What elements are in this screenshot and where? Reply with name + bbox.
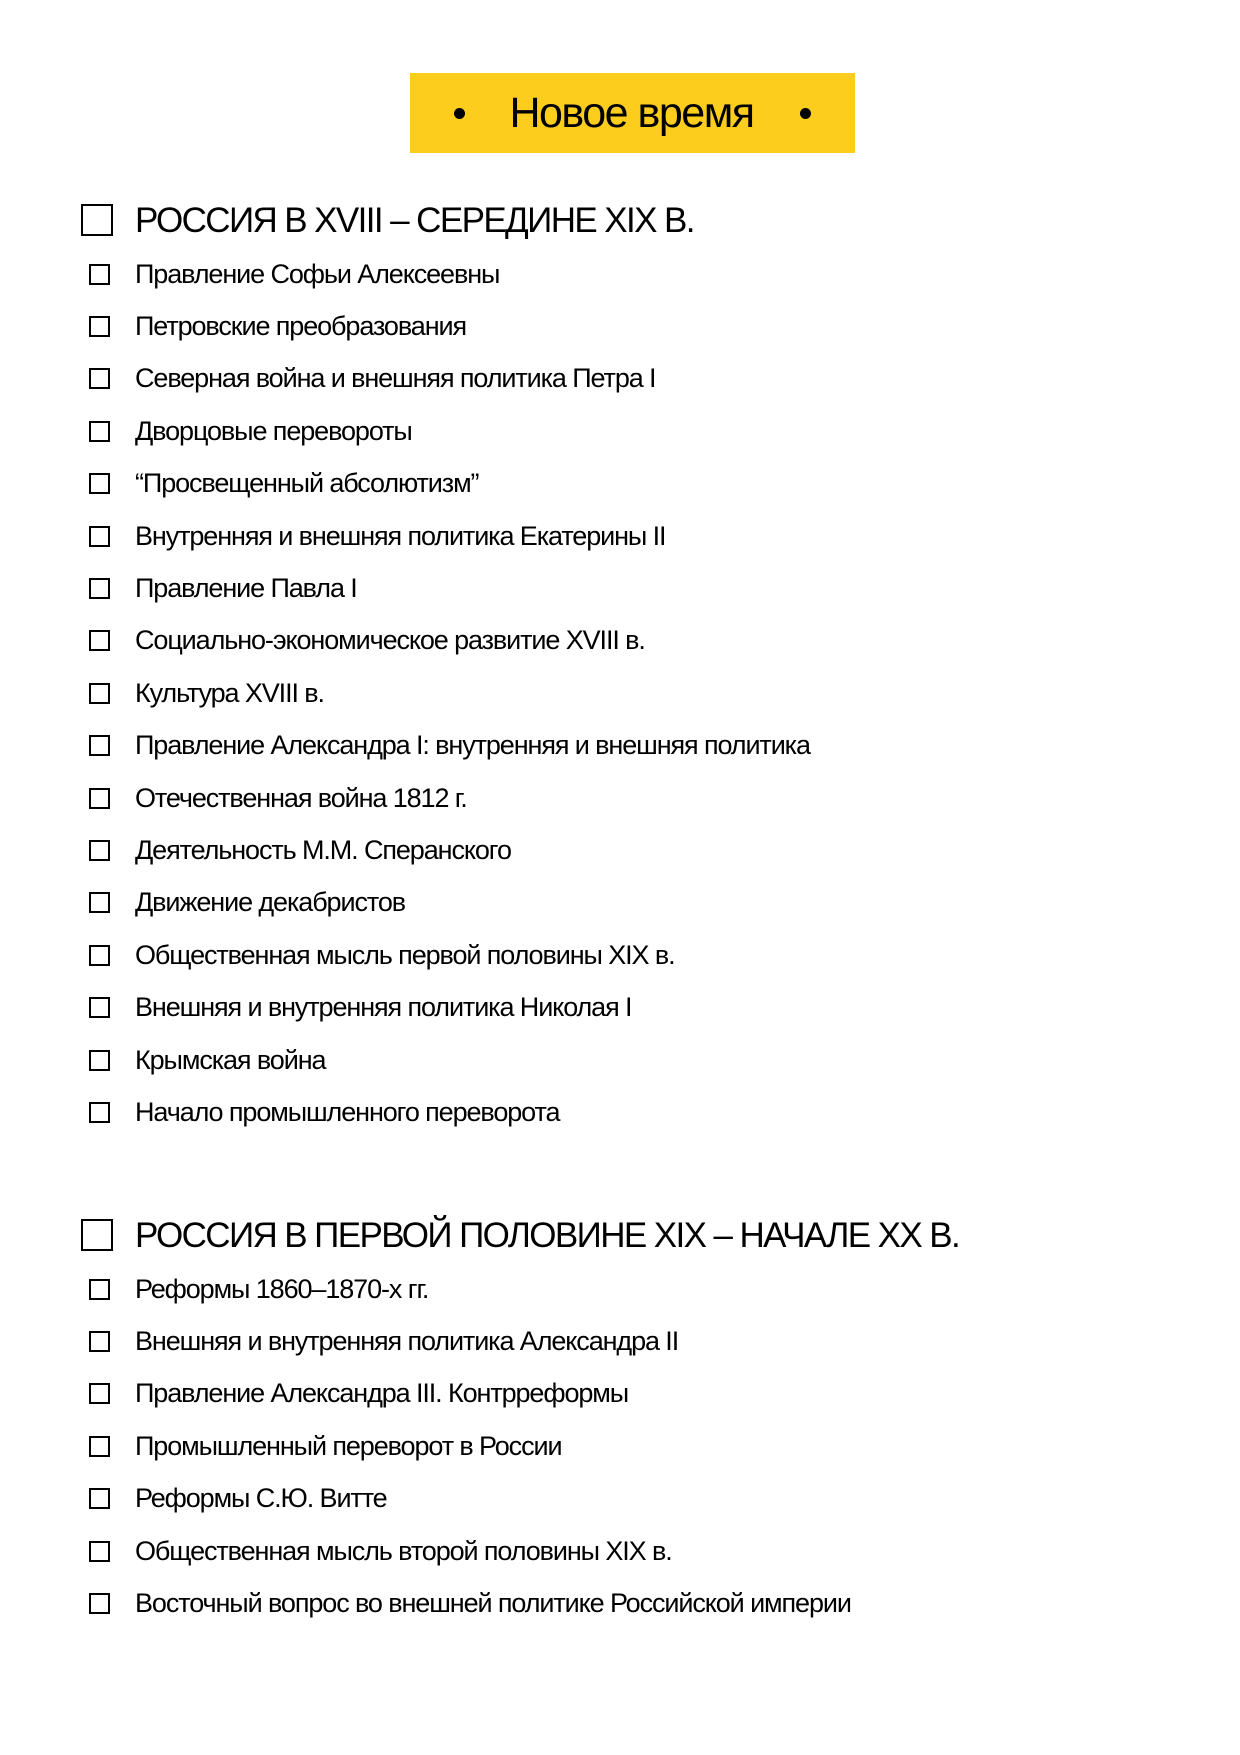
list-item[interactable] xyxy=(89,1473,851,1525)
checkbox[interactable] xyxy=(89,526,110,547)
bullet-left-icon xyxy=(454,108,465,119)
section-2-checklist xyxy=(89,1263,851,1630)
item-label: Правление Александра III. Контрреформы xyxy=(135,1378,629,1409)
item-label: Крымская война xyxy=(135,1044,326,1075)
checkbox[interactable] xyxy=(89,264,110,285)
page-title: Новое время xyxy=(509,88,754,137)
item-label: Общественная мысль первой половины XIX в. xyxy=(135,939,675,970)
list-item[interactable] xyxy=(89,562,810,614)
list-item[interactable] xyxy=(89,248,810,300)
list-item[interactable] xyxy=(89,929,810,981)
item-label: Правление Софьи Алексеевны xyxy=(135,258,500,289)
item-label: Социально-экономическое развитие XVIII в. xyxy=(135,625,645,656)
checkbox[interactable] xyxy=(89,473,110,494)
checkbox[interactable] xyxy=(89,997,110,1018)
item-label: Внешняя и внутренняя политика Александра II xyxy=(135,1326,679,1357)
item-label: Культура XVIII в. xyxy=(135,677,324,708)
item-label: Восточный вопрос во внешней политике Российской империи xyxy=(135,1588,851,1619)
checkbox[interactable] xyxy=(89,1050,110,1071)
checkbox[interactable] xyxy=(89,1488,110,1509)
checkbox[interactable] xyxy=(89,1541,110,1562)
list-item[interactable] xyxy=(89,458,810,510)
header-banner xyxy=(410,73,855,153)
checkbox[interactable] xyxy=(89,683,110,704)
checkbox[interactable] xyxy=(89,1593,110,1614)
section-title: РОССИЯ В XVIII – СЕРЕДИНЕ XIX В. xyxy=(135,200,694,240)
item-label: “Просвещенный абсолютизм” xyxy=(135,468,479,499)
checkbox[interactable] xyxy=(89,1102,110,1123)
section-checkbox[interactable] xyxy=(81,204,113,236)
list-item[interactable] xyxy=(89,824,810,876)
list-item[interactable] xyxy=(89,667,810,719)
checkbox[interactable] xyxy=(89,368,110,389)
list-item[interactable] xyxy=(89,1420,851,1472)
list-item[interactable] xyxy=(89,300,810,352)
checkbox[interactable] xyxy=(89,840,110,861)
item-label: Реформы 1860–1870-х гг. xyxy=(135,1273,429,1304)
list-item[interactable] xyxy=(89,1368,851,1420)
item-label: Движение декабристов xyxy=(135,887,405,918)
item-label: Деятельность М.М. Сперанского xyxy=(135,834,511,865)
item-label: Общественная мысль второй половины XIX в. xyxy=(135,1535,672,1566)
list-item[interactable] xyxy=(89,405,810,457)
item-label: Петровские преобразования xyxy=(135,311,467,342)
list-item[interactable] xyxy=(89,877,810,929)
list-item[interactable] xyxy=(89,353,810,405)
list-item[interactable] xyxy=(89,772,810,824)
list-item[interactable] xyxy=(89,720,810,772)
checkbox[interactable] xyxy=(89,630,110,651)
checkbox[interactable] xyxy=(89,1383,110,1404)
item-label: Промышленный переворот в России xyxy=(135,1430,562,1461)
section-1-header[interactable] xyxy=(81,198,694,242)
list-item[interactable] xyxy=(89,1577,851,1629)
item-label: Отечественная война 1812 г. xyxy=(135,782,467,813)
item-label: Внутренняя и внешняя политика Екатерины II xyxy=(135,520,666,551)
list-item[interactable] xyxy=(89,1034,810,1086)
checkbox[interactable] xyxy=(89,1331,110,1352)
list-item[interactable] xyxy=(89,1525,851,1577)
section-checkbox[interactable] xyxy=(81,1219,113,1251)
checkbox[interactable] xyxy=(89,1279,110,1300)
checkbox[interactable] xyxy=(89,578,110,599)
list-item[interactable] xyxy=(89,1315,851,1367)
checkbox[interactable] xyxy=(89,735,110,756)
item-label: Правление Павла I xyxy=(135,573,357,604)
item-label: Правление Александра I: внутренняя и внешняя политика xyxy=(135,730,810,761)
item-label: Начало промышленного переворота xyxy=(135,1096,560,1127)
checkbox[interactable] xyxy=(89,316,110,337)
section-2-header[interactable] xyxy=(81,1213,959,1257)
item-label: Дворцовые перевороты xyxy=(135,415,412,446)
section-title: РОССИЯ В ПЕРВОЙ ПОЛОВИНЕ XIX – НАЧАЛЕ XX В. xyxy=(135,1215,960,1255)
item-label: Реформы С.Ю. Витте xyxy=(135,1483,387,1514)
item-label: Северная война и внешняя политика Петра I xyxy=(135,363,656,394)
list-item[interactable] xyxy=(89,1086,810,1138)
checkbox[interactable] xyxy=(89,1436,110,1457)
checkbox[interactable] xyxy=(89,788,110,809)
list-item[interactable] xyxy=(89,615,810,667)
bullet-right-icon xyxy=(800,108,811,119)
list-item[interactable] xyxy=(89,981,810,1033)
checkbox[interactable] xyxy=(89,421,110,442)
checkbox[interactable] xyxy=(89,892,110,913)
item-label: Внешняя и внутренняя политика Николая I xyxy=(135,992,632,1023)
checkbox[interactable] xyxy=(89,945,110,966)
section-1-checklist xyxy=(89,248,810,1139)
list-item[interactable] xyxy=(89,1263,851,1315)
list-item[interactable] xyxy=(89,510,810,562)
